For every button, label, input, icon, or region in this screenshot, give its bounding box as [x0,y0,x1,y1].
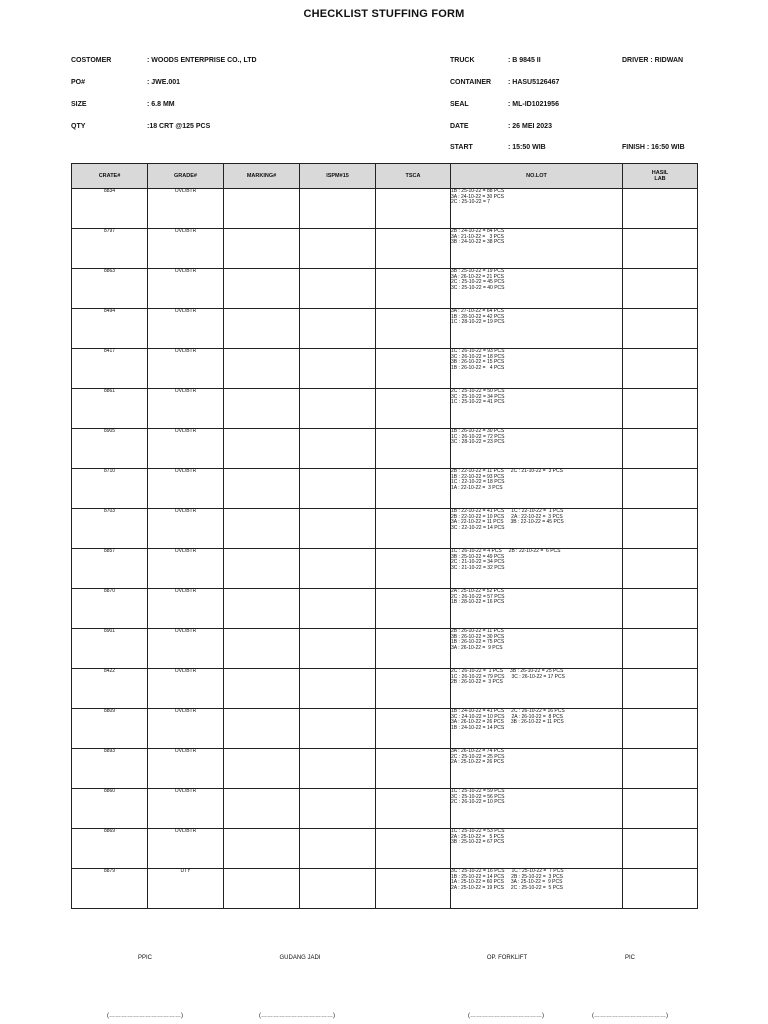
lot-cell: 3A : 26-10-22 = 74 PCS 2C : 25-10-22 = 25 PCS 2A : 25-10-22 = 26 PCS [451,749,623,789]
date-value: : 26 MEI 2023 [508,123,552,130]
crate-cell: 8893 [72,749,148,789]
table-row [72,389,698,429]
grade-cell: OVL/BTR [148,589,224,629]
ispm-cell [300,429,376,469]
hasil-lab-cell [623,229,698,269]
tsca-cell [376,549,451,589]
hasil-lab-cell [623,429,698,469]
sig-label-pic: PIC [624,955,635,961]
form-title: CHECKLIST STUFFING FORM [303,8,465,20]
lot-cell: 2C : 25-10-22 = 50 PCS 3C : 25-10-22 = 34 PCS 1C : 25-10-22 = 41 PCS [451,389,623,429]
tsca-cell [376,669,451,709]
marking-cell [224,469,300,509]
hasil-lab-cell [623,749,698,789]
grade-cell: OVL/BTR [148,509,224,549]
marking-cell [224,749,300,789]
tsca-cell [376,189,451,229]
ispm-cell [300,509,376,549]
col-tsca: TSCA [376,164,451,189]
table-row [72,669,698,709]
tsca-cell [376,589,451,629]
grade-cell: OVL/BTR [148,749,224,789]
table-row [72,829,698,869]
table-row [72,269,698,309]
tsca-cell [376,429,451,469]
lot-cell: 3C : 25-10-22 = 16 PCS 1C : 25-10-22 = 7 PCS 1B : 25-10-22 = 14 PCS 2B : 25-10-22 = 3 PCS 1A : 25-10-22 = 60 PCS 3A : 25-10-22 = 9 PCS 2A : 25-10-22 = 19 PCS 2C : 25-10-22 = 5 PCS [451,869,623,909]
qty-value: :18 CRT @125 PCS [147,123,211,130]
table-row [72,509,698,549]
tsca-cell [376,869,451,909]
tsca-cell [376,829,451,869]
ispm-cell [300,709,376,749]
marking-cell [224,789,300,829]
seal-label: SEAL [450,101,469,108]
grade-cell: OVL/BTR [148,189,224,229]
marking-cell [224,229,300,269]
crate-cell: 8422 [72,669,148,709]
hasil-lab-cell [623,189,698,229]
table-row [72,789,698,829]
ispm-cell [300,229,376,269]
table-row [72,589,698,629]
crate-cell: 8417 [72,349,148,389]
marking-cell [224,389,300,429]
size-value: : 6.8 MM [147,101,175,108]
grade-cell: UTY [148,869,224,909]
sig-label-ppic: PPIC [137,955,152,961]
ispm-cell [300,269,376,309]
lot-cell: 1B : 22-10-22 = 41 PCS 1C : 22-10-22 = 1 PCS 2B : 22-10-22 = 10 PCS 2A : 22-10-22 = 3 PCS 3A : 22-10-22 = 11 PCS 3B : 22-10-22 = 45 PCS 3C : 22-10-22 = 14 PCS [451,509,623,549]
hasil-lab-cell [623,589,698,629]
crate-cell: 8870 [72,589,148,629]
hasil-lab-cell [623,709,698,749]
crate-cell: 8869 [72,829,148,869]
lot-cell: 2B : 22-10-22 = 11 PCS 2C : 21-10-22 = 3 PCS 1B : 22-10-22 = 93 PCS 1C : 22-10-22 = 18 PCS 1A : 22-10-22 = 3 PCS [451,469,623,509]
table-row [72,229,698,269]
lot-cell: 3A : 27-10-22 = 64 PCS 1B : 28-10-22 = 42 PCS 1C : 28-10-22 = 19 PCS [451,309,623,349]
grade-cell: OVL/BTR [148,269,224,309]
grade-cell: OVL/BTR [148,789,224,829]
ispm-cell [300,589,376,629]
lot-cell: 1C : 26-10-22 = 93 PCS 3C : 26-10-22 = 18 PCS 3B : 26-10-22 = 15 PCS 1B : 26-10-22 = 4 PCS [451,349,623,389]
marking-cell [224,349,300,389]
marking-cell [224,509,300,549]
crate-cell: 8797 [72,229,148,269]
tsca-cell [376,749,451,789]
marking-cell [224,309,300,349]
table-row [72,549,698,589]
sig-line-ppic: (………………………………) [107,1013,183,1019]
crate-cell: 8857 [72,549,148,589]
size-label: SIZE [71,101,87,108]
hasil-lab-cell [623,549,698,589]
lot-cell: 1C : 25-10-22 = 53 PCS 2A : 25-10-22 = 5 PCS 3B : 25-10-22 = 67 PCS [451,829,623,869]
customer-label: COSTOMER [71,57,112,64]
sig-line-pic: (………………………………) [592,1013,668,1019]
sig-line-gudang: (………………………………) [259,1013,335,1019]
tsca-cell [376,709,451,749]
grade-cell: OVL/BTR [148,309,224,349]
hasil-lab-cell [623,789,698,829]
marking-cell [224,869,300,909]
ispm-cell [300,549,376,589]
grade-cell: OVL/BTR [148,669,224,709]
ispm-cell [300,669,376,709]
col-marking: MARKING# [224,164,300,189]
col-no-lot: NO.LOT [451,164,623,189]
tsca-cell [376,229,451,269]
hasil-lab-cell [623,869,698,909]
hasil-lab-cell [623,389,698,429]
lot-cell: 1B : 24-10-22 = 41 PCS 2C : 26-10-22 = 16 PCS 3C : 24-10-22 = 10 PCS 2A : 26-10-22 = 8 PCS 3A : 26-10-22 = 26 PCS 3B : 26-10-22 = 11 PCS 1B : 24-10-22 = 14 PCS [451,709,623,749]
lot-cell: 1C : 25-10-22 = 59 PCS 3C : 25-10-22 = 56 PCS 2C : 26-10-22 = 10 PCS [451,789,623,829]
table-row [72,709,698,749]
lot-cell: 2B : 24-10-22 = 84 PCS 3A : 21-10-22 = 3 PCS 3B : 24-10-22 = 38 PCS [451,229,623,269]
lot-cell: 1C : 26-10-22 = 4 PCS 2B : 22-10-22 = 6 PCS 3B : 25-10-22 = 49 PCS 2C : 21-10-22 = 34 PCS 3C : 21-10-22 = 32 PCS [451,549,623,589]
grade-cell: OVL/BTR [148,469,224,509]
stuffing-table [71,163,698,909]
crate-cell: 8703 [72,509,148,549]
ispm-cell [300,789,376,829]
col-grade: GRADE# [148,164,224,189]
start-value: : 15:50 WIB [508,144,546,151]
po-value: : JWE.001 [147,79,181,86]
crate-cell: 8901 [72,629,148,669]
grade-cell: OVL/BTR [148,429,224,469]
crate-cell: 8863 [72,269,148,309]
hasil-lab-cell [623,349,698,389]
hasil-lab-cell [623,469,698,509]
grade-cell: OVL/BTR [148,549,224,589]
lot-cell: 1B : 26-10-22 = 30 PCS 1C : 26-10-22 = 72 PCS 3C : 28-10-22 = 23 PCS [451,429,623,469]
hasil-lab-cell [623,509,698,549]
ispm-cell [300,469,376,509]
marking-cell [224,189,300,229]
marking-cell [224,709,300,749]
hasil-lab-cell [623,829,698,869]
hasil-lab-cell [623,669,698,709]
container-label: CONTAINER [450,79,492,86]
hasil-lab-cell [623,629,698,669]
col-crate: CRATE# [72,164,148,189]
crate-cell: 8860 [72,789,148,829]
lot-cell: 2A : 25-10-22 = 52 PCS 2C : 26-10-22 = 57 PCS 1B : 28-10-22 = 16 PCS [451,589,623,629]
tsca-cell [376,389,451,429]
table-header-row [72,164,698,189]
marking-cell [224,629,300,669]
truck-label: TRUCK [450,57,475,64]
marking-cell [224,429,300,469]
crate-cell: 8710 [72,469,148,509]
marking-cell [224,829,300,869]
ispm-cell [300,749,376,789]
driver-field: DRIVER : RIDWAN [622,57,684,64]
table-row [72,349,698,389]
qty-label: QTY [71,123,86,130]
ispm-cell [300,389,376,429]
hasil-lab-cell [623,269,698,309]
date-label: DATE [450,123,469,130]
grade-cell: OVL/BTR [148,829,224,869]
po-label: PO# [71,79,86,86]
tsca-cell [376,269,451,309]
container-value: : HASU5126467 [508,79,560,86]
tsca-cell [376,789,451,829]
col-ispm: ISPM#15 [300,164,376,189]
crate-cell: 8809 [72,709,148,749]
lot-cell: 2B : 26-10-22 = 11 PCS 3B : 26-10-22 = 30 PCS 1B : 26-10-22 = 75 PCS 3A : 26-10-22 = 9 PCS [451,629,623,669]
grade-cell: OVL/BTR [148,229,224,269]
tsca-cell [376,509,451,549]
crate-cell: 8905 [72,429,148,469]
table-row [72,749,698,789]
hasil-lab-cell [623,309,698,349]
grade-cell: OVL/BTR [148,629,224,669]
ispm-cell [300,189,376,229]
table-row [72,429,698,469]
tsca-cell [376,309,451,349]
crate-cell: 8861 [72,389,148,429]
crate-cell: 8834 [72,189,148,229]
grade-cell: OVL/BTR [148,709,224,749]
table-row [72,869,698,909]
tsca-cell [376,629,451,669]
table-row [72,189,698,229]
sig-label-forklift: OP. FORKLIFT [486,955,528,961]
marking-cell [224,589,300,629]
seal-value: : ML-ID1021956 [508,101,559,108]
grade-cell: OVL/BTR [148,349,224,389]
grade-cell: OVL/BTR [148,389,224,429]
lot-cell: 1B : 25-10-22 = 88 PCS 3A : 24-10-22 = 30 PCS 2C : 25-10-22 = 7 [451,189,623,229]
crate-cell: 8494 [72,309,148,349]
sig-line-forklift: (………………………………) [468,1013,544,1019]
marking-cell [224,549,300,589]
ispm-cell [300,309,376,349]
start-label: START [450,144,473,151]
ispm-cell [300,629,376,669]
marking-cell [224,669,300,709]
ispm-cell [300,349,376,389]
crate-cell: 8879 [72,869,148,909]
finish-field: FINISH : 16:50 WIB [622,144,685,151]
tsca-cell [376,469,451,509]
sig-label-gudang: GUDANG JADI [279,955,321,961]
lot-cell: 3B : 25-10-22 = 19 PCS 3A : 26-10-22 = 21 PCS 2C : 25-10-22 = 45 PCS 3C : 25-10-22 = 40 PCS [451,269,623,309]
marking-cell [224,269,300,309]
table-row [72,629,698,669]
customer-value: : WOODS ENTERPRISE CO., LTD [147,57,257,64]
ispm-cell [300,829,376,869]
col-hasil-lab: HASIL LAB [623,164,698,189]
lot-cell: 2C : 26-10-22 = 1 PCS 3B : 26-10-22 = 25 PCS 1C : 26-10-22 = 79 PCS 3C : 26-10-22 = 17 PCS 2B : 26-10-22 = 3 PCS [451,669,623,709]
truck-value: : B 9845 II [508,57,541,64]
table-row [72,309,698,349]
ispm-cell [300,869,376,909]
tsca-cell [376,349,451,389]
table-row [72,469,698,509]
